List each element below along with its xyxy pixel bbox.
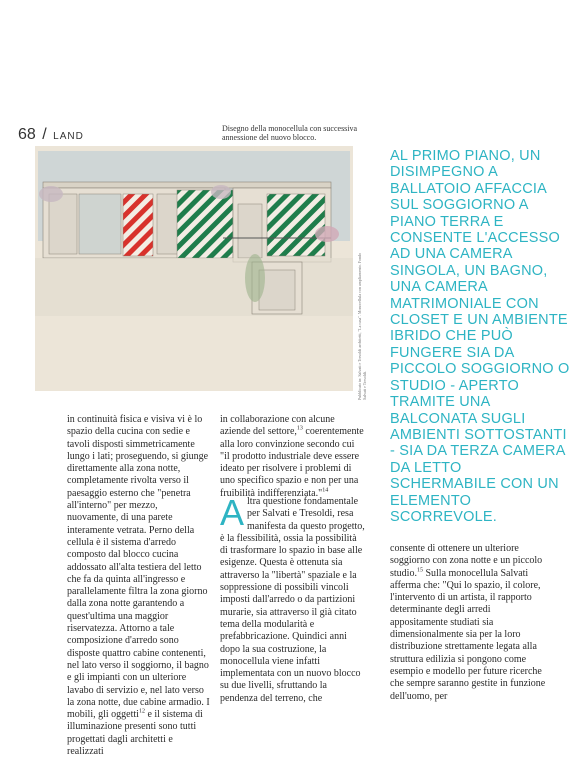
plant-left [39,186,63,202]
red-striped-panel [123,194,153,256]
footnote-ref-12: 12 [138,708,145,715]
window-left-2 [79,194,121,254]
architectural-sketch [35,146,353,391]
footnote-ref-15: 15 [416,567,423,574]
lower-wash [35,258,353,316]
roof-slab [43,182,331,188]
text-column-1 [67,414,211,758]
text-column-3 [390,543,550,703]
window-left [49,194,77,254]
page-header [18,126,84,144]
col2-text-b: coerentemente alla loro convinzione secondo cui "il prodotto industriale deve essere ideato per risolvere i problemi di uno specifico spazio e non per una fruibilità indifferenziata." [220,426,364,499]
drop-cap: A [220,492,245,533]
pull-quote: AL PRIMO PIANO, UN DISIMPEGNO A BALLATOIO AFFACCIA SUL SOGGIORNO A PIANO TERRA E CONSENTE L'ACCESSO AD UNA CAMERA SINGOLA, UN BAGNO, UNA CAMERA MATRIMONIALE CON CLOSET E UN AMBIENTE IBRIDO CHE PUÒ FUNGERE SIA DA PICCOLO SOGGIORNO O STUDIO - APERTO TRAMITE UNA BALCONATA SUGLI AMBIENTI SOTTOSTANTI - SIA DA TERZA CAMERA DA LETTO SCHERMABILE CON UN ELEMENTO SCORREVOLE. [390,148,570,525]
vegetation [245,254,265,302]
plant-mid [211,185,231,199]
plant-right [315,226,339,242]
col3-text-a: consente di ottenere un ulteriore soggiorno con zona notte e un piccolo studio. [390,543,543,579]
footnote-ref-14: 14 [322,487,329,494]
text-column-2-bottom [220,492,365,705]
footnote-ref-13: 13 [296,425,303,432]
col2-text-a: in collaborazione con alcune aziende del settore, [220,414,335,438]
section-name: LAND [53,131,84,142]
new-block-green-panel [267,194,325,256]
image-credit: Pubblicato in: Salvati e Tresoldi architetti, "La casa". Monocellula con ampliamento. Fondo Salvati e Tresoldi. [357,252,367,400]
header-separator: / [42,126,47,143]
page-number: 68 [18,126,36,143]
col3-text-b: Sulla monocellula Salvati afferma che: "Qui lo spazio, il colore, l'intervento di un artista, il rapporto determinante degli arredi appositamente studiati sia dimensionalmente sia per la loro distribuzione strettamente legata alla struttura edilizia si pongono come esempio e modello per future ricerche che sempre saranno gestite in funzione dell'uomo, per [390,567,546,702]
new-block-door [238,204,262,258]
text-column-2-top [220,414,365,500]
col1-text-a: in continuità fisica e visiva vi è lo spazio della cucina con sedie e tavoli disposti simmetricamente lungo i lati; proseguendo, si giunge direttamente alla zona notte, completamente rivolta verso il paesaggio esterno che "penetra all'interno" per mezzo, nuovamente, di una parete interamente vetrata. Perno della cellula è il sistema d'arredo composto dal blocco cucina addossato all'alta testiera del letto che fa da quinta all'ingresso e parallelamente filtra la zona giorno dalla zona notte garantendo a quest'ultima una maggior riservatezza. Attorno a tale composizione d'arredo sono disposte quattro cabine contenenti, nel lato verso il soggiorno, il bagno e gli impianti con un ulteriore lavabo di servizio e, nel lato verso la zona notte, due cabine armadio. I mobili, gli oggetti [67,414,210,721]
col1-text-b: e il sistema di illuminazione presenti sono tutti progettati dagli architetti e realizzati [67,709,203,758]
col2-text-c: ltra questione fondamentale per Salvati e Tresoldi, resa manifesta da questo progetto, è la flessibilità, ossia la possibilità di trasformare lo spazio in base alle esigenze. Questa è ottenuta sia attraverso la "libertà" spaziale e la soppressione di possibili vincoli imposti dall'arredo o da partizioni murarie, sia attraverso il già citato tema della modularità e prefabbricazione. Quindici anni dopo la sua costruzione, la monocellula viene infatti implementata con un nuovo blocco su due livelli, sfruttando la pendenza del terreno, che [220,496,365,704]
green-striped-panel [177,190,233,258]
figure-caption: Disegno della monocellula con successiva annessione del nuovo blocco. [222,124,358,142]
